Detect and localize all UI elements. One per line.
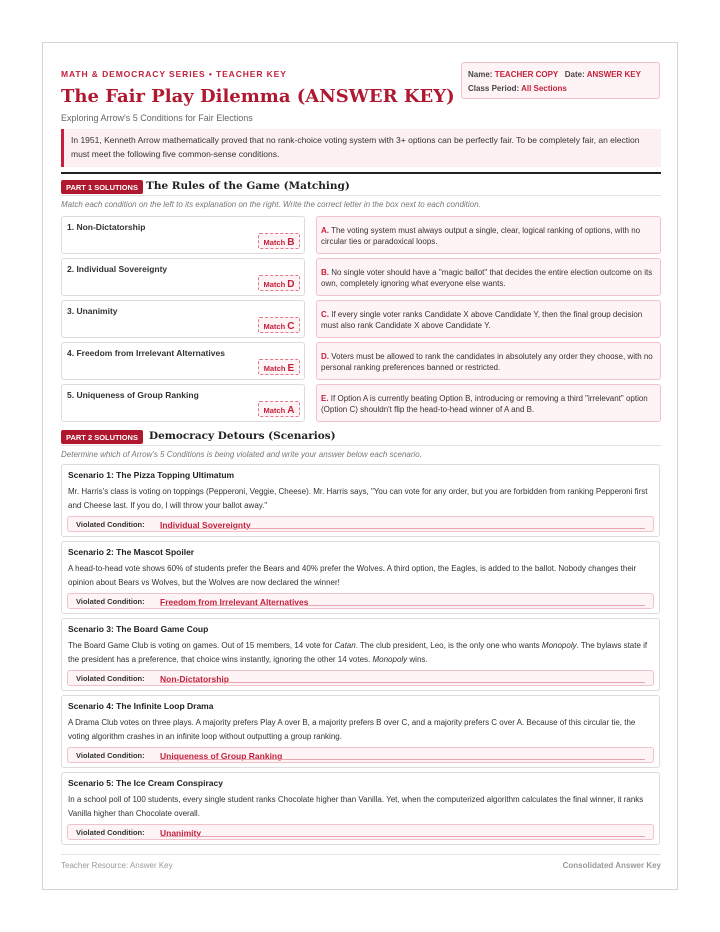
condition-label: 2. Individual Sovereignty (67, 264, 168, 274)
part2-title: Democracy Detours (Scenarios) (149, 430, 336, 442)
definition-item (316, 216, 661, 254)
scenario-text: A head-to-head vote shows 60% of students prefer the Bears and 40% prefer the Wolves. A third option, the Eagles, is added to the ballot. Nobody changes their opinion about Bears vs Wolves, but the Wolves are now declared the winner! (68, 564, 637, 587)
footer-left-text: Teacher Resource: Answer Key (61, 861, 173, 870)
answer-field[interactable] (67, 824, 654, 840)
section-divider (61, 172, 661, 174)
answer-field[interactable] (67, 747, 654, 763)
name-date-box (461, 62, 660, 99)
period-value: All Sections (521, 84, 567, 93)
definition-text: No single voter should have a "magic ballot" that decides the entire election outcome on its own, completely ignoring what everyone else wants. (321, 268, 653, 288)
answer-value: Individual Sovereignty (160, 520, 251, 530)
condition-label: 5. Uniqueness of Group Ranking (67, 390, 199, 400)
part2-instructions: Determine which of Arrow's 5 Conditions is being violated and write your answer below each scenario. (61, 450, 422, 459)
match-label: Match (263, 364, 286, 373)
match-letter: B (287, 237, 295, 248)
match-answer-box[interactable] (258, 359, 300, 375)
footer-divider (61, 854, 661, 855)
condition-item (61, 384, 305, 422)
answer-field[interactable] (67, 516, 654, 532)
date-label: Date: (564, 70, 585, 79)
answer-underline (160, 682, 645, 683)
scenario-text: A Drama Club votes on three plays. A majority prefers Play A over B, a majority prefers B over C, and a majority prefers C over A. Because of this circular tie, the voting algorithm crashes in an infinite loop without outputting a group ranking. (68, 718, 636, 741)
violated-label: Violated Condition: (76, 828, 145, 837)
scenario-card (61, 695, 660, 768)
part1-header (61, 178, 661, 196)
period-label: Class Period: (468, 84, 520, 93)
condition-label: 3. Unanimity (67, 306, 118, 316)
violated-label: Violated Condition: (76, 597, 145, 606)
violated-label: Violated Condition: (76, 520, 145, 529)
part1-instructions: Match each condition on the left to its explanation on the right. Write the correct letter in the box next to each condition. (61, 200, 481, 209)
match-label: Match (263, 322, 286, 331)
game-name-italic: Monopoly (541, 641, 577, 650)
answer-underline (160, 836, 645, 837)
scenario-title: Scenario 1: The Pizza Topping Ultimatum (68, 470, 235, 480)
definition-item (316, 342, 661, 380)
scenario-text-part: The Board Game Club is voting on games. Out of 15 members, 14 vote for (68, 641, 335, 650)
definition-letter: C. (321, 310, 329, 319)
scenario-card (61, 464, 660, 537)
match-answer-box[interactable] (258, 401, 300, 417)
violated-label: Violated Condition: (76, 751, 145, 760)
match-answer-box[interactable] (258, 233, 300, 249)
match-label: Match (263, 406, 286, 415)
match-answer-box[interactable] (258, 275, 300, 291)
part1-badge: PART 1 SOLUTIONS (61, 180, 143, 194)
definition-letter: E. (321, 394, 329, 403)
definition-letter: A. (321, 226, 329, 235)
name-label: Name: (468, 70, 493, 79)
match-letter: A (287, 405, 295, 416)
scenario-text-part: . The club president, Leo, is the only one who wants (355, 641, 542, 650)
scenario-text-part: wins. (407, 655, 428, 664)
scenario-title: Scenario 5: The Ice Cream Conspiracy (68, 778, 223, 788)
match-answer-box[interactable] (258, 317, 300, 333)
scenario-text-part: . The bylaws state if the president has a preference, that choice wins instantly, ignoring the other 14 votes. (68, 641, 648, 664)
scenario-card (61, 772, 660, 845)
match-letter: D (287, 279, 295, 290)
answer-value: Uniqueness of Group Ranking (160, 751, 283, 761)
answer-underline (160, 528, 645, 529)
definition-letter: B. (321, 268, 329, 277)
game-name-italic: Monopoly (372, 655, 408, 664)
scenario-card (61, 618, 660, 691)
condition-item (61, 300, 305, 338)
scenario-title: Scenario 3: The Board Game Coup (68, 624, 209, 634)
page-subtitle: Exploring Arrow's 5 Conditions for Fair Elections (61, 113, 253, 123)
series-label: MATH & DEMOCRACY SERIES • TEACHER KEY (61, 69, 287, 79)
condition-label: 4. Freedom from Irrelevant Alternatives (67, 348, 225, 358)
definition-item (316, 384, 661, 422)
scenario-text: Mr. Harris's class is voting on toppings (Pepperoni, Veggie, Cheese). Mr. Harris says, "You can vote for any order, but you are forbidden from ranking Pepperoni first and Cheese last. If you do, I will throw your ballot away." (68, 487, 648, 510)
match-label: Match (263, 238, 286, 247)
scenario-title: Scenario 2: The Mascot Spoiler (68, 547, 195, 557)
part2-header (61, 428, 661, 446)
answer-underline (160, 605, 645, 606)
answer-value: Unanimity (160, 828, 202, 838)
match-label: Match (263, 280, 286, 289)
match-letter: E (287, 363, 295, 374)
definition-letter: D. (321, 352, 329, 361)
definition-text: Voters must be allowed to rank the candidates in absolutely any order they choose, with no personal ranking preferences banned or restricted. (321, 352, 653, 372)
scenario-card (61, 541, 660, 614)
intro-callout: In 1951, Kenneth Arrow mathematically proved that no rank-choice voting system with 3+ options can be perfectly fair. To be completely fair, an election must meet the following five common-sense conditions. (61, 129, 661, 167)
definition-text: If every single voter ranks Candidate X above Candidate Y, then the final group decision must also rank Candidate X above Candidate Y. (321, 310, 643, 330)
match-letter: C (287, 321, 295, 332)
condition-item (61, 342, 305, 380)
answer-underline (160, 759, 645, 760)
definition-text: The voting system must always output a single, clear, logical ranking of options, with no circular ties or paradoxical loops. (321, 226, 641, 246)
answer-field[interactable] (67, 670, 654, 686)
definition-item (316, 258, 661, 296)
date-value: ANSWER KEY (586, 70, 641, 79)
definition-item (316, 300, 661, 338)
name-value: TEACHER COPY (494, 70, 559, 79)
condition-label: 1. Non-Dictatorship (67, 222, 146, 232)
page-title: The Fair Play Dilemma (ANSWER KEY) (61, 86, 455, 107)
part2-badge: PART 2 SOLUTIONS (61, 430, 143, 444)
worksheet-page (42, 42, 678, 890)
footer-right-text: Consolidated Answer Key (562, 861, 661, 870)
scenario-text: In a school poll of 100 students, every single student ranks Chocolate higher than Vanilla. Yet, when the computerized algorithm calculates the final winner, it ranks Vanilla higher than Chocolate overall. (68, 795, 644, 818)
violated-label: Violated Condition: (76, 674, 145, 683)
answer-value: Freedom from Irrelevant Alternatives (160, 597, 309, 607)
scenario-text (68, 639, 654, 667)
game-name-italic: Catan (334, 641, 356, 650)
definition-text: If Option A is currently beating Option B, introducing or removing a third "irrelevant" option (Option C) shouldn't flip the head-to-head winner of A and B. (321, 394, 648, 414)
answer-field[interactable] (67, 593, 654, 609)
condition-item (61, 216, 305, 254)
condition-item (61, 258, 305, 296)
part1-title: The Rules of the Game (Matching) (146, 180, 350, 192)
scenario-title: Scenario 4: The Infinite Loop Drama (68, 701, 214, 711)
answer-value: Non-Dictatorship (160, 674, 229, 684)
